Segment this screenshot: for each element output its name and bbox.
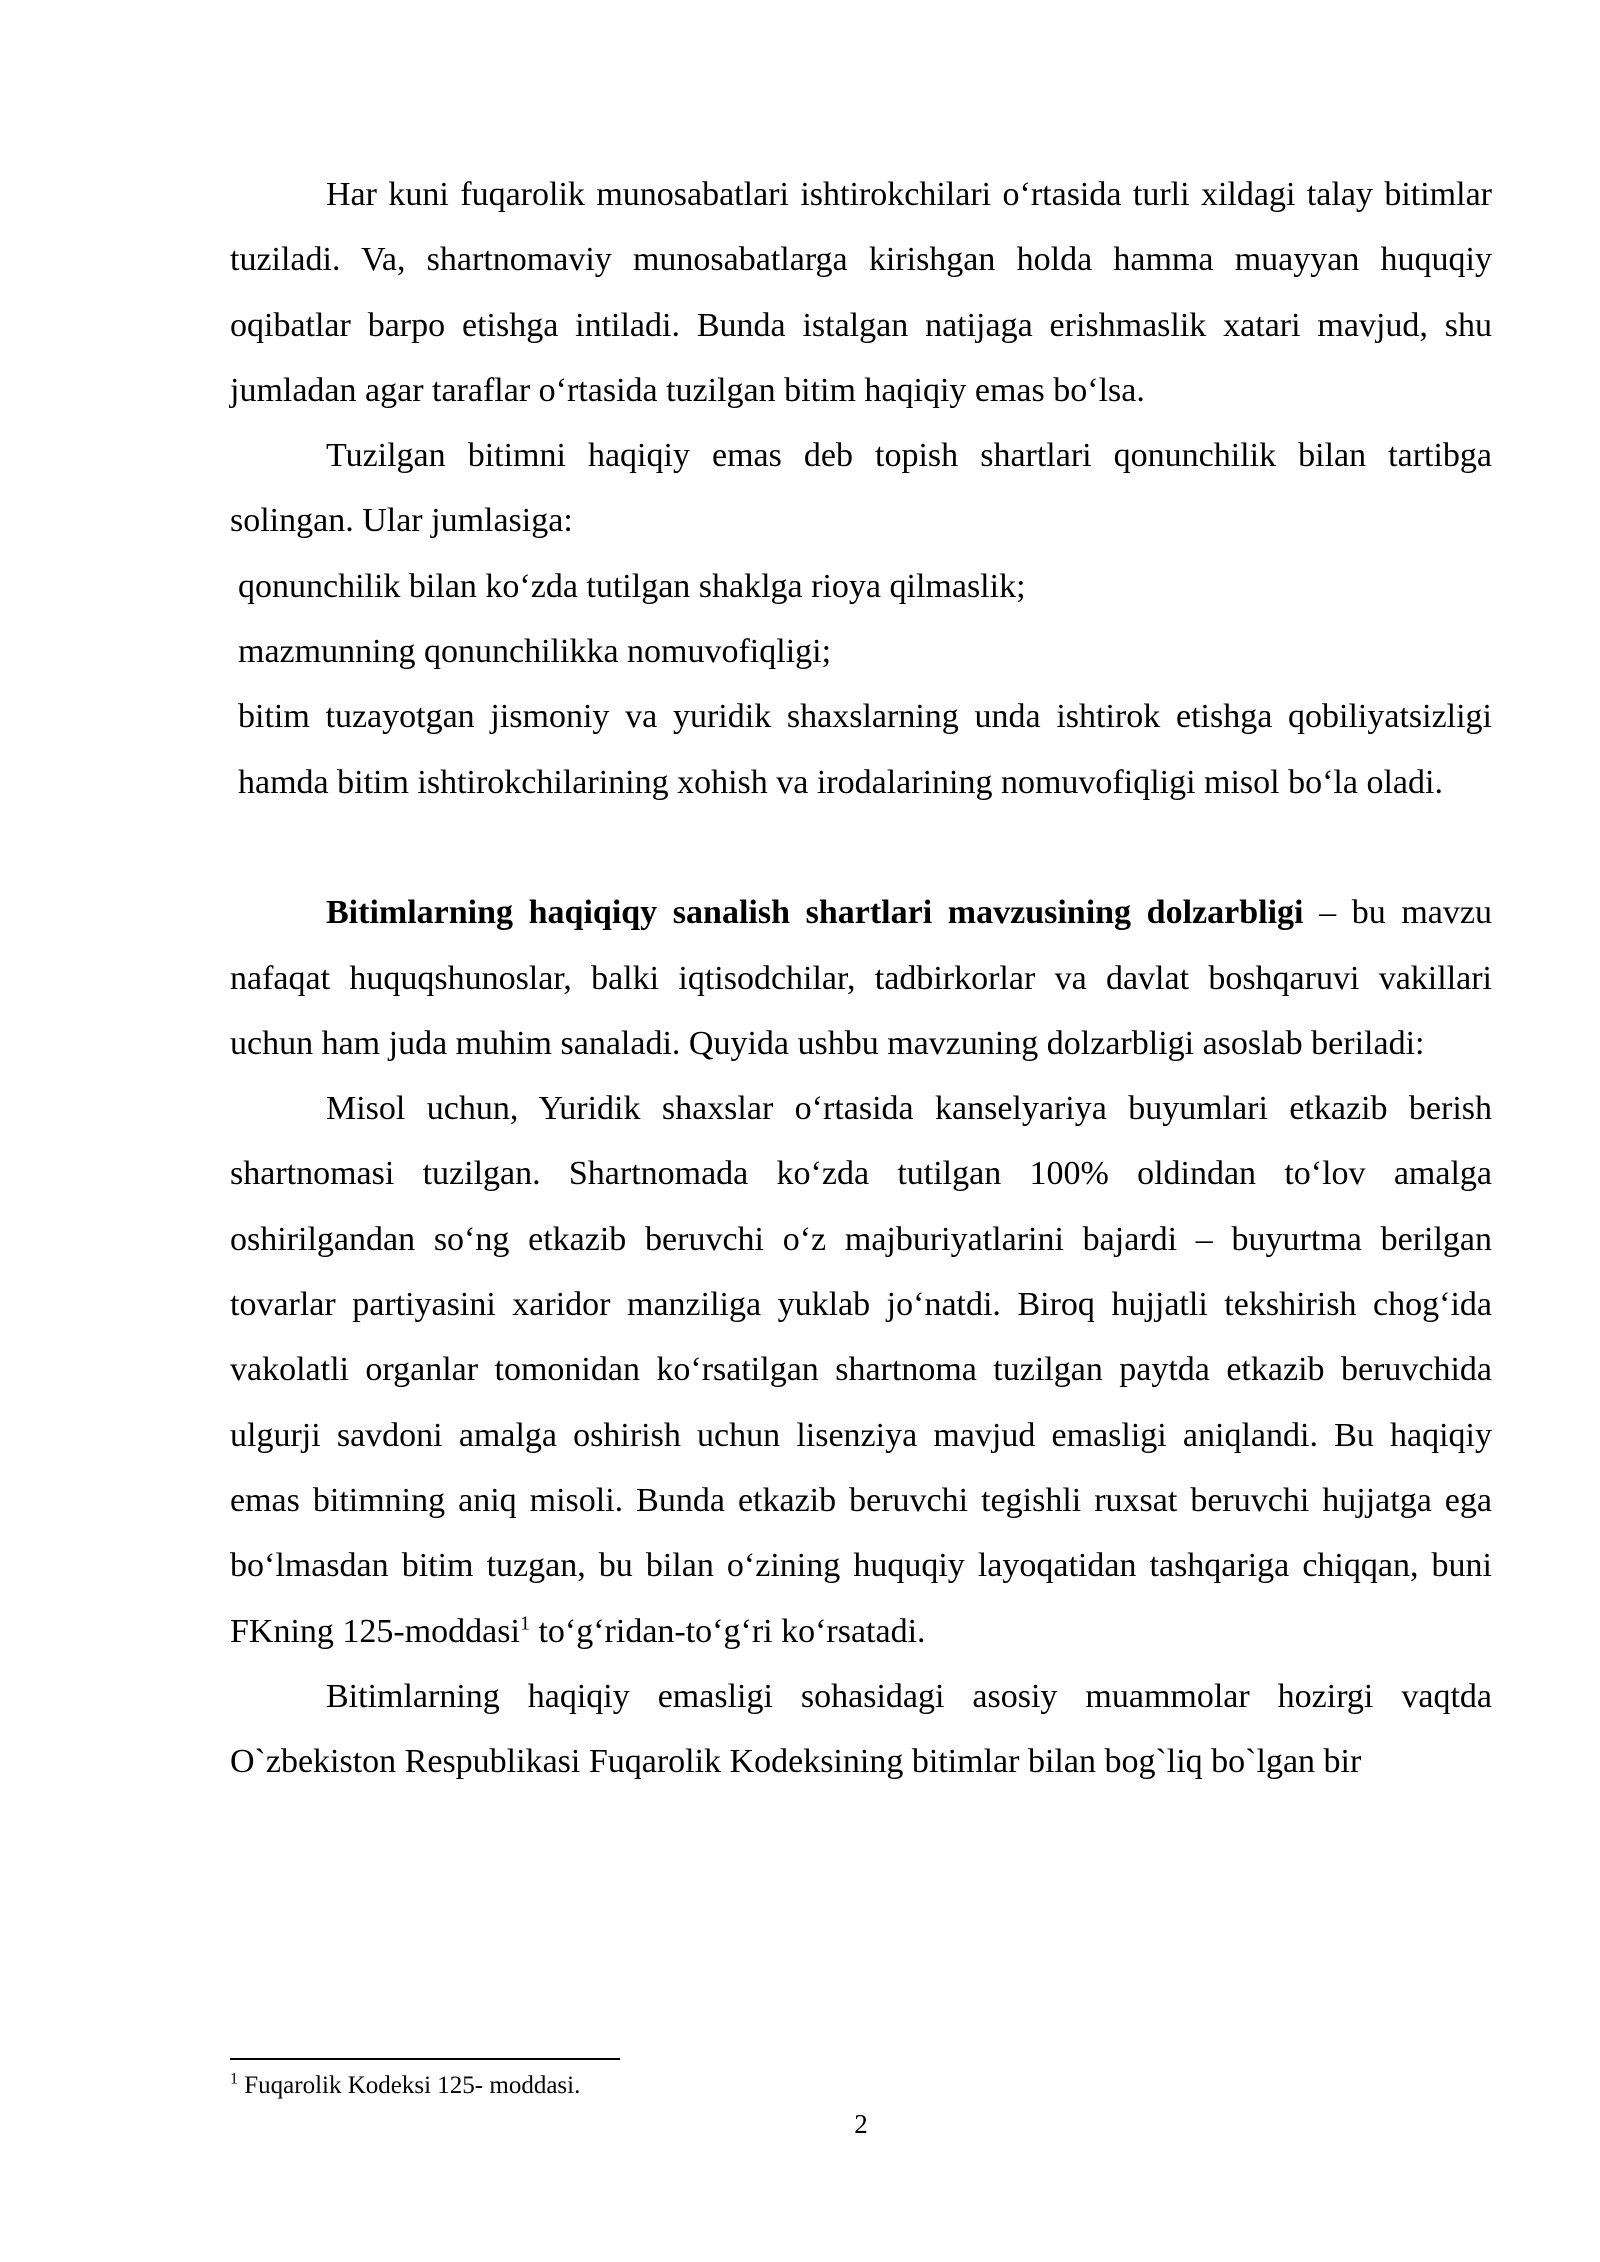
paragraph-conditions: Tuzilgan bitimni haqiqiy emas deb topish shartlari qonunchilik bilan tartibga solingan. Ular jumlasiga: <box>230 437 1492 540</box>
list-item-form: qonunchilik bilan ko‘zda tutilgan shaklga rioya qilmaslik; <box>238 567 1026 605</box>
footnote-separator <box>230 2058 620 2060</box>
relevance-text: – bu mavzu nafaqat huquqshunoslar, balki iqtisodchilar, tadbirkorlar va davlat boshqaruvi vakillari uchun ham juda muhim sanaladi. Quyida ushbu mavzuning dolzarbligi asoslab beriladi: <box>230 894 1492 1062</box>
page-number: 2 <box>854 2109 868 2139</box>
paragraph-spacer <box>230 815 1492 880</box>
list-item-capacity: bitim tuzayotgan jismoniy va yuridik shaxslarning unda ishtirok etishga qobiliyatsizligi hamda bitim ishtirokchilarining xohish va irodalarining nomuvofiqligi misol bo‘la oladi. <box>238 698 1492 801</box>
paragraph-relevance <box>230 880 1492 1076</box>
example-tail: to‘g‘ridan-to‘g‘ri ko‘rsatadi. <box>529 1612 926 1650</box>
footnote-reference[interactable]: 1 <box>519 1612 530 1635</box>
paragraph-example <box>230 1076 1492 1664</box>
footnote-text: Fuqarolik Kodeksi 125- moddasi. <box>238 2072 581 2099</box>
relevance-heading: Bitimlarning haqiqiqy sanalish shartlari mavzusining dolzarbligi <box>326 894 1304 932</box>
footnote-marker: 1 <box>230 2070 238 2088</box>
body-text <box>230 162 1492 1794</box>
paragraph-intro: Har kuni fuqarolik munosabatlari ishtirokchilari o‘rtasida turli xildagi talay bitimlar tuziladi. Va, shartnomaviy munosabatlarga kirishgan holda hamma muayyan huquqiy oqibatlar barpo etishga intiladi. Bunda istalgan natijaga erishmaslik xatari mavjud, shu jumladan agar taraflar o‘rtasida tuzilgan bitim haqiqiy emas bo‘lsa. <box>230 176 1492 409</box>
example-text: Misol uchun, Yuridik shaxslar o‘rtasida kanselyariya buyumlari etkazib berish shartnomasi tuzilgan. Shartnomada ko‘zda tutilgan 100% oldindan to‘lov amalga oshirilgandan so‘ng etkazib beruvchi o‘z majburiyatlarini bajardi – buyurtma berilgan tovarlar partiyasini xaridor manziliga yuklab jo‘natdi. Biroq hujjatli tekshirish chog‘ida vakolatli organlar tomonidan ko‘rsatilgan shartnoma tuzilgan paytda etkazib beruvchida ulgurji savdoni amalga oshirish uchun lisenziya mavjud emasligi aniqlandi. Bu haqiqiy emas bitimning aniq misoli. Bunda etkazib beruvchi tegishli ruxsat beruvchi hujjatga ega bo‘lmasdan bitim tuzgan, bu bilan o‘zining huquqiy layoqatidan tashqariga chiqqan, buni FKning 125-moddasi <box>230 1090 1492 1650</box>
list-item-content: mazmunning qonunchilikka nomuvofiqligi; <box>238 633 832 671</box>
paragraph-problems: Bitimlarning haqiqiy emasligi sohasidagi asosiy muammolar hozirgi vaqtda O`zbekiston Respublikasi Fuqarolik Kodeksining bitimlar bilan bog`liq bo`lgan bir <box>230 1677 1492 1781</box>
footnote <box>230 2070 580 2102</box>
